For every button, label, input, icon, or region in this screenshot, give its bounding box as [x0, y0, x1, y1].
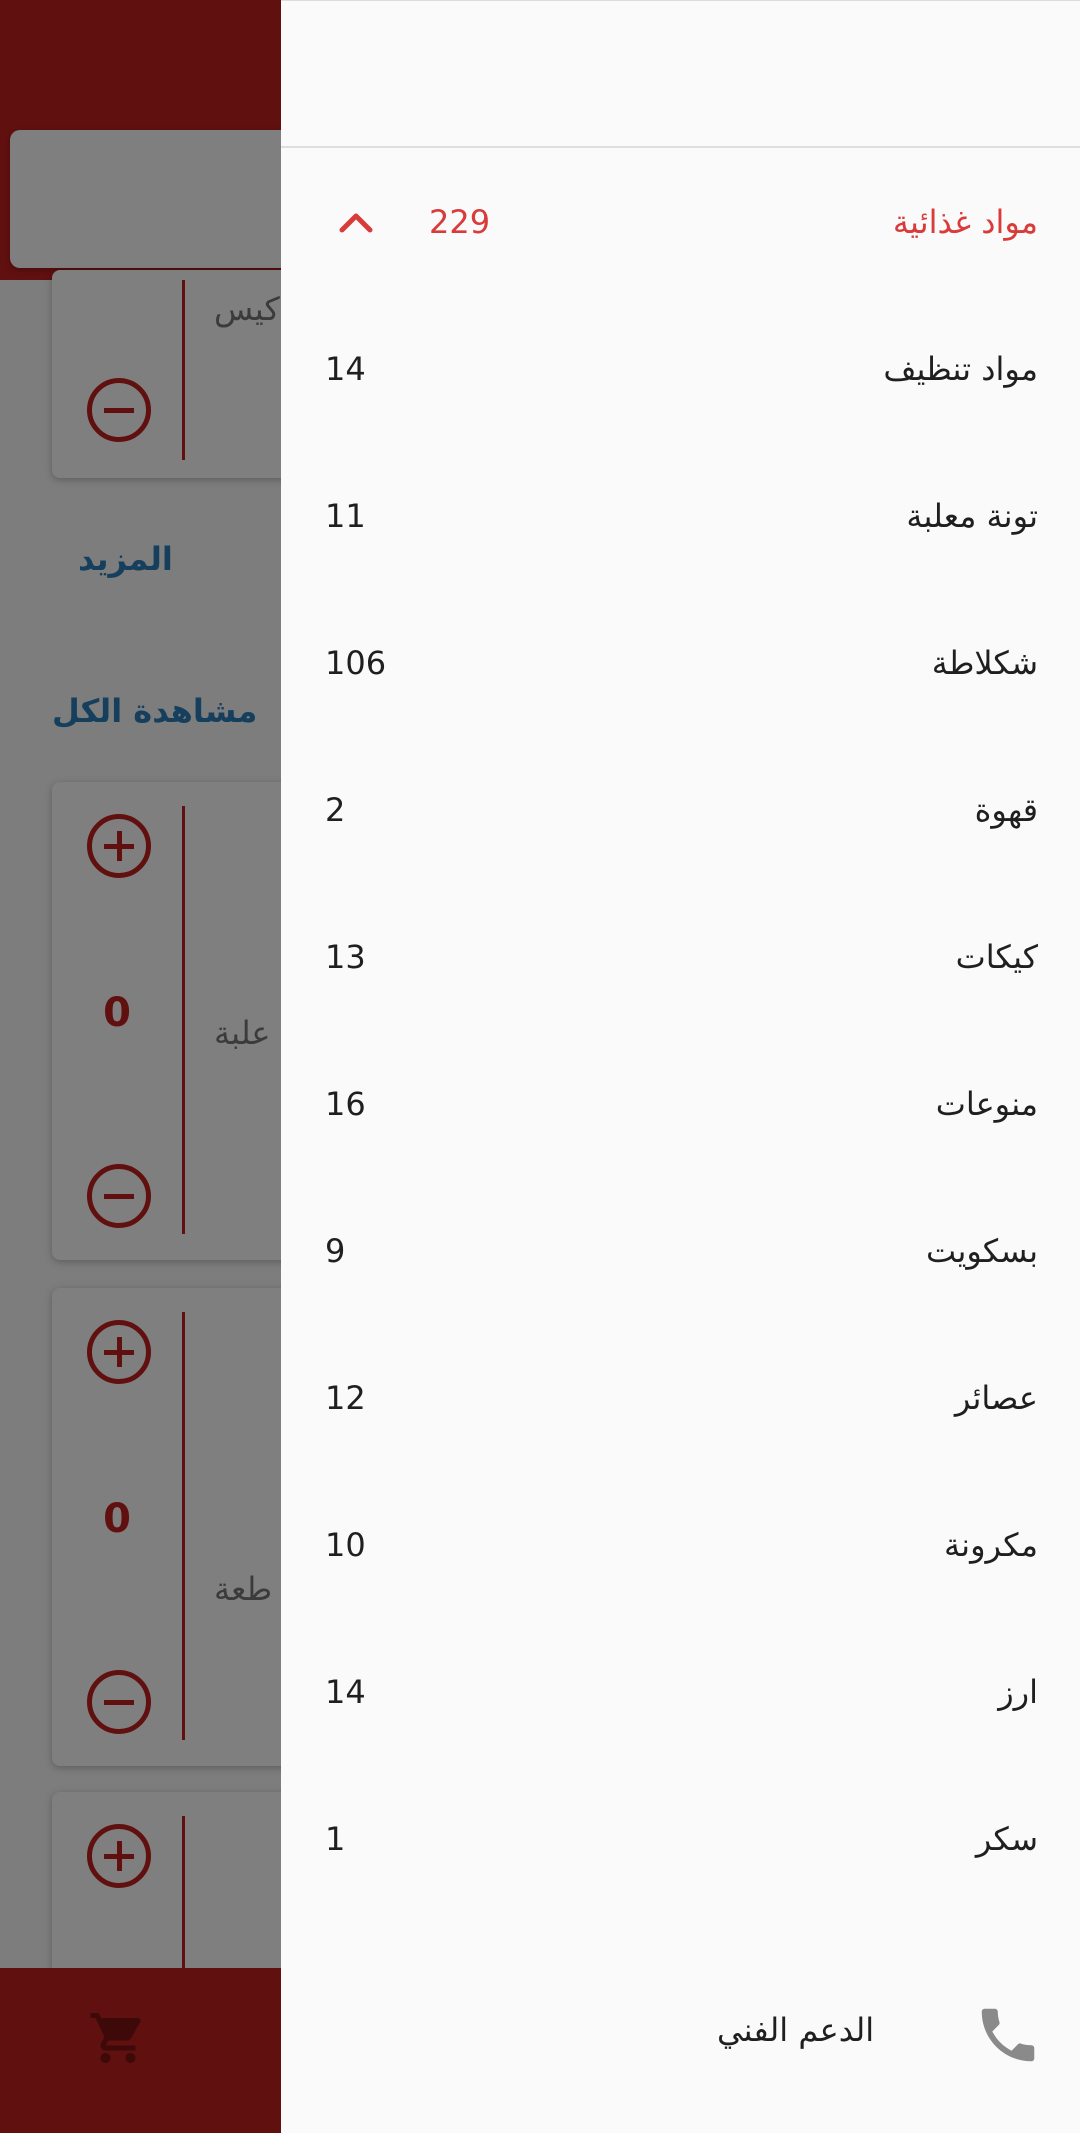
category-count: 16 [325, 1084, 366, 1123]
category-label: كيكات [955, 937, 1038, 976]
drawer-header [281, 0, 1080, 148]
category-item-food[interactable] [281, 148, 1080, 295]
category-item[interactable] [281, 442, 1080, 589]
navigation-drawer [281, 0, 1080, 2133]
category-count: 13 [325, 937, 366, 976]
category-label: قهوة [974, 790, 1038, 829]
category-count: 12 [325, 1378, 366, 1417]
support-item[interactable] [281, 1960, 1080, 2100]
category-label: منوعات [935, 1084, 1038, 1123]
category-item[interactable] [281, 1471, 1080, 1618]
category-count: 229 [429, 202, 491, 241]
category-item[interactable] [281, 295, 1080, 442]
category-count: 1 [325, 1819, 346, 1858]
category-item[interactable] [281, 1030, 1080, 1177]
category-item[interactable] [281, 1765, 1080, 1912]
category-count: 2 [325, 790, 346, 829]
category-label: عصائر [954, 1378, 1038, 1417]
category-label: مواد تنظيف [883, 349, 1038, 388]
category-item[interactable] [281, 1324, 1080, 1471]
category-count: 11 [325, 496, 366, 535]
category-item[interactable] [281, 1618, 1080, 1765]
category-label: مكرونة [944, 1525, 1038, 1564]
category-label: تونة معلبة [906, 496, 1038, 535]
category-item[interactable] [281, 736, 1080, 883]
category-label: سكر [975, 1819, 1038, 1858]
support-label: الدعم الفني [717, 2011, 875, 2049]
category-count: 9 [325, 1231, 346, 1270]
category-label: مواد غذائية [892, 202, 1038, 241]
category-count: 14 [325, 1672, 366, 1711]
category-label: شكلاطة [931, 643, 1038, 682]
category-count: 10 [325, 1525, 366, 1564]
category-label: ارز [998, 1672, 1038, 1711]
category-item[interactable] [281, 589, 1080, 736]
chevron-up-icon[interactable] [336, 208, 376, 236]
phone-icon [973, 2000, 1043, 2070]
category-label: بسكويت [926, 1231, 1038, 1270]
category-count: 14 [325, 349, 366, 388]
category-item[interactable] [281, 1177, 1080, 1324]
category-item[interactable] [281, 883, 1080, 1030]
category-count: 106 [325, 643, 387, 682]
